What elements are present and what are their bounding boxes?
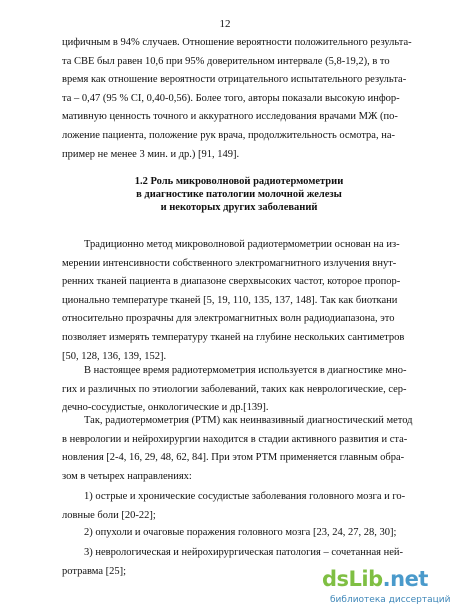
text-line: относительно прозрачны для электромагнитных волн радиодиапазона, это [62, 313, 395, 325]
watermark-subtitle: библиотека диссертаций [330, 595, 450, 605]
text-line: мерении интенсивности собственного электромагнитного излучения внут- [62, 257, 397, 269]
page-number: 12 [219, 18, 231, 30]
text-line: ционально температуре тканей [5, 19, 110, 135, 137, 148]. Так как биоткани [62, 294, 398, 306]
paragraph-microwave-method [62, 236, 416, 366]
logo-part-dslib: dsLib [322, 567, 383, 591]
logo-part-net: .net [382, 567, 428, 591]
text-line: 2) опухоли и очаговые поражения головного мозга [23, 24, 27, 28, 30]; [84, 527, 397, 538]
text-line: в неврологии и нейрохирургии находится в стадии активного развития и ста- [62, 433, 408, 445]
text-line: ренних тканей пациента в диапазоне сверхвысоких частот, которое пропор- [62, 276, 401, 288]
text-line: та СВЕ был равен 10,6 при 95% доверительном интервале (5,8-19,2), в то [62, 55, 390, 67]
text-line: зом в четырех направлениях: [62, 470, 192, 482]
text-line: цифичным в 94% случаев. Отношение вероятности положительного результа- [62, 37, 412, 48]
section-heading [62, 176, 416, 214]
paragraph-neurology [62, 412, 416, 486]
text-line: новления [2-4, 16, 29, 48, 62, 84]. При этом РТМ применяется главным обра- [62, 452, 405, 464]
text-line: дечно-сосудистые, онкологические и др.[139]. [62, 402, 269, 414]
text-line: 1) острые и хронические сосудистые заболевания головного мозга и го- [84, 491, 406, 502]
paragraph-current-use [62, 362, 416, 418]
text-line: ложение пациента, положение рук врача, продолжительность осмотра, на- [62, 129, 395, 141]
text-line: время как отношение вероятности отрицательного испытательного результа- [62, 74, 407, 86]
heading-line: 1.2 Роль микроволновой радиотермометрии [134, 176, 344, 187]
text-line: Так, радиотермометрия (РТМ) как неинвазивный диагностический метод [84, 415, 413, 426]
text-line: ротравма [25]; [62, 565, 127, 577]
list-item [62, 488, 416, 525]
text-line: Традиционно метод микроволновой радиотермометрии основан на из- [84, 239, 400, 250]
text-line: мативную ценность точного и аккуратного исследования врачами МЖ (по- [62, 111, 398, 123]
text-line: пример не менее 3 мин. и др.) [91, 149]. [62, 148, 240, 160]
dslib-logo [322, 566, 428, 592]
text-line: ловные боли [20-22]; [62, 509, 156, 521]
heading-line: в диагностике патологии молочной железы [136, 188, 342, 200]
text-line: позволяет измерять температуру тканей на глубине нескольких сантиметров [62, 331, 405, 343]
heading-line: и некоторых других заболеваний [160, 201, 318, 213]
text-line: В настоящее время радиотермометрия используется в диагностике мно- [84, 365, 407, 376]
text-line: [50, 128, 136, 139, 152]. [62, 350, 167, 362]
dslib-watermark [322, 566, 448, 610]
text-line: гих и различных по этиологии заболеваний, таких как неврологические, сер- [62, 383, 407, 395]
text-line: 3) неврологическая и нейрохирургическая патология – сочетанная ней- [84, 547, 404, 558]
text-line: та – 0,47 (95 % CI, 0,40-0,56). Более того, авторы показали высокую инфор- [62, 92, 400, 104]
top-paragraph [62, 34, 416, 164]
list-item [62, 524, 416, 543]
